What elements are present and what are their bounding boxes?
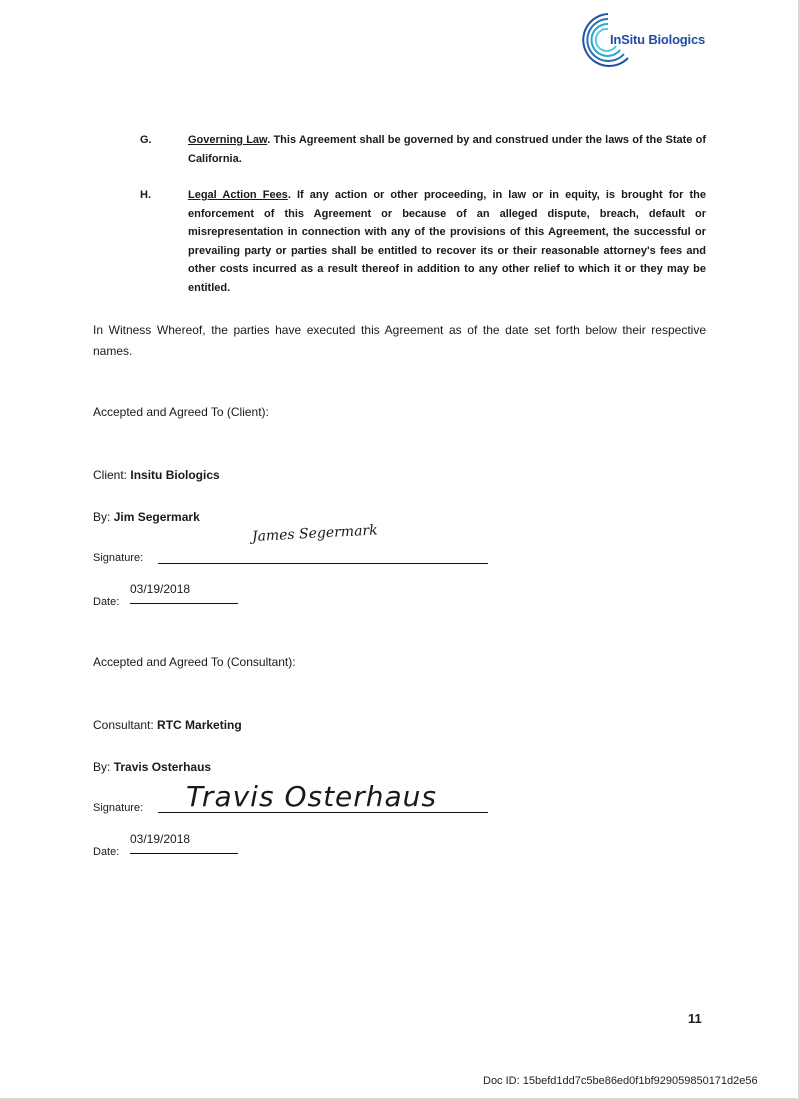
page-number: 11 [688, 1011, 702, 1026]
client-date-value: 03/19/2018 [130, 582, 191, 596]
clause-governing-law [140, 131, 706, 168]
company-logo [578, 10, 748, 70]
consultant-date-line [130, 853, 238, 854]
client-party-label: Client: [93, 468, 128, 482]
client-by-value: Jim Segermark [113, 510, 200, 524]
client-signature-label: Signature: [93, 552, 144, 564]
consultant-party-label: Consultant: [93, 718, 154, 732]
clause-letter: H. [140, 189, 151, 201]
consultant-date-label: Date: [93, 846, 120, 858]
consultant-by-label: By: [93, 760, 111, 774]
client-by-label: By: [93, 510, 111, 524]
clause-text [188, 186, 706, 297]
client-party-line [93, 468, 220, 482]
clause-legal-action-fees [140, 186, 706, 297]
clause-text [188, 131, 706, 168]
client-party-value: Insitu Biologics [130, 468, 220, 482]
consultant-by-value: Travis Osterhaus [113, 760, 212, 774]
doc-id: Doc ID: 15befd1dd7c5be86ed0f1bf929059850171d2e56 [483, 1075, 758, 1087]
consultant-signature-label: Signature: [93, 802, 144, 814]
clause-letter: G. [140, 134, 152, 146]
client-date-label: Date: [93, 596, 120, 608]
consultant-party-value: RTC Marketing [157, 718, 242, 732]
consultant-date-value: 03/19/2018 [130, 832, 191, 846]
logo-text: InSitu Biologics [610, 32, 706, 47]
clause-body: . If any action or other proceeding, in law or in equity, is brought for the enforcement of this Agreement or because of an alleged dispute, breach, default or misrepresentation in connection with any of the provisions of this Agreement, the successful or prevailing party or parties shall be entitled to recover its or their reasonable attorney's fees and other costs incurred as a result thereof in addition to any other relief to which it or they may be entitled. [188, 189, 706, 294]
client-accepted-heading: Accepted and Agreed To (Client): [93, 405, 269, 419]
consultant-accepted-heading: Accepted and Agreed To (Consultant): [93, 655, 296, 669]
client-date-line [130, 603, 238, 604]
consultant-party-line [93, 718, 242, 732]
clause-title: Governing Law [188, 134, 268, 146]
client-signature: James Segermark [251, 522, 379, 545]
consultant-signature: Travis Osterhaus [186, 780, 438, 813]
clause-body: . This Agreement shall be governed by and construed under the laws of the State of California. [188, 134, 706, 165]
clause-title: Legal Action Fees [188, 189, 288, 201]
client-by-line [93, 510, 200, 524]
client-signature-line [158, 563, 488, 564]
witness-paragraph: In Witness Whereof, the parties have executed this Agreement as of the date set forth below their respective names. [93, 323, 706, 358]
consultant-by-line [93, 760, 211, 774]
